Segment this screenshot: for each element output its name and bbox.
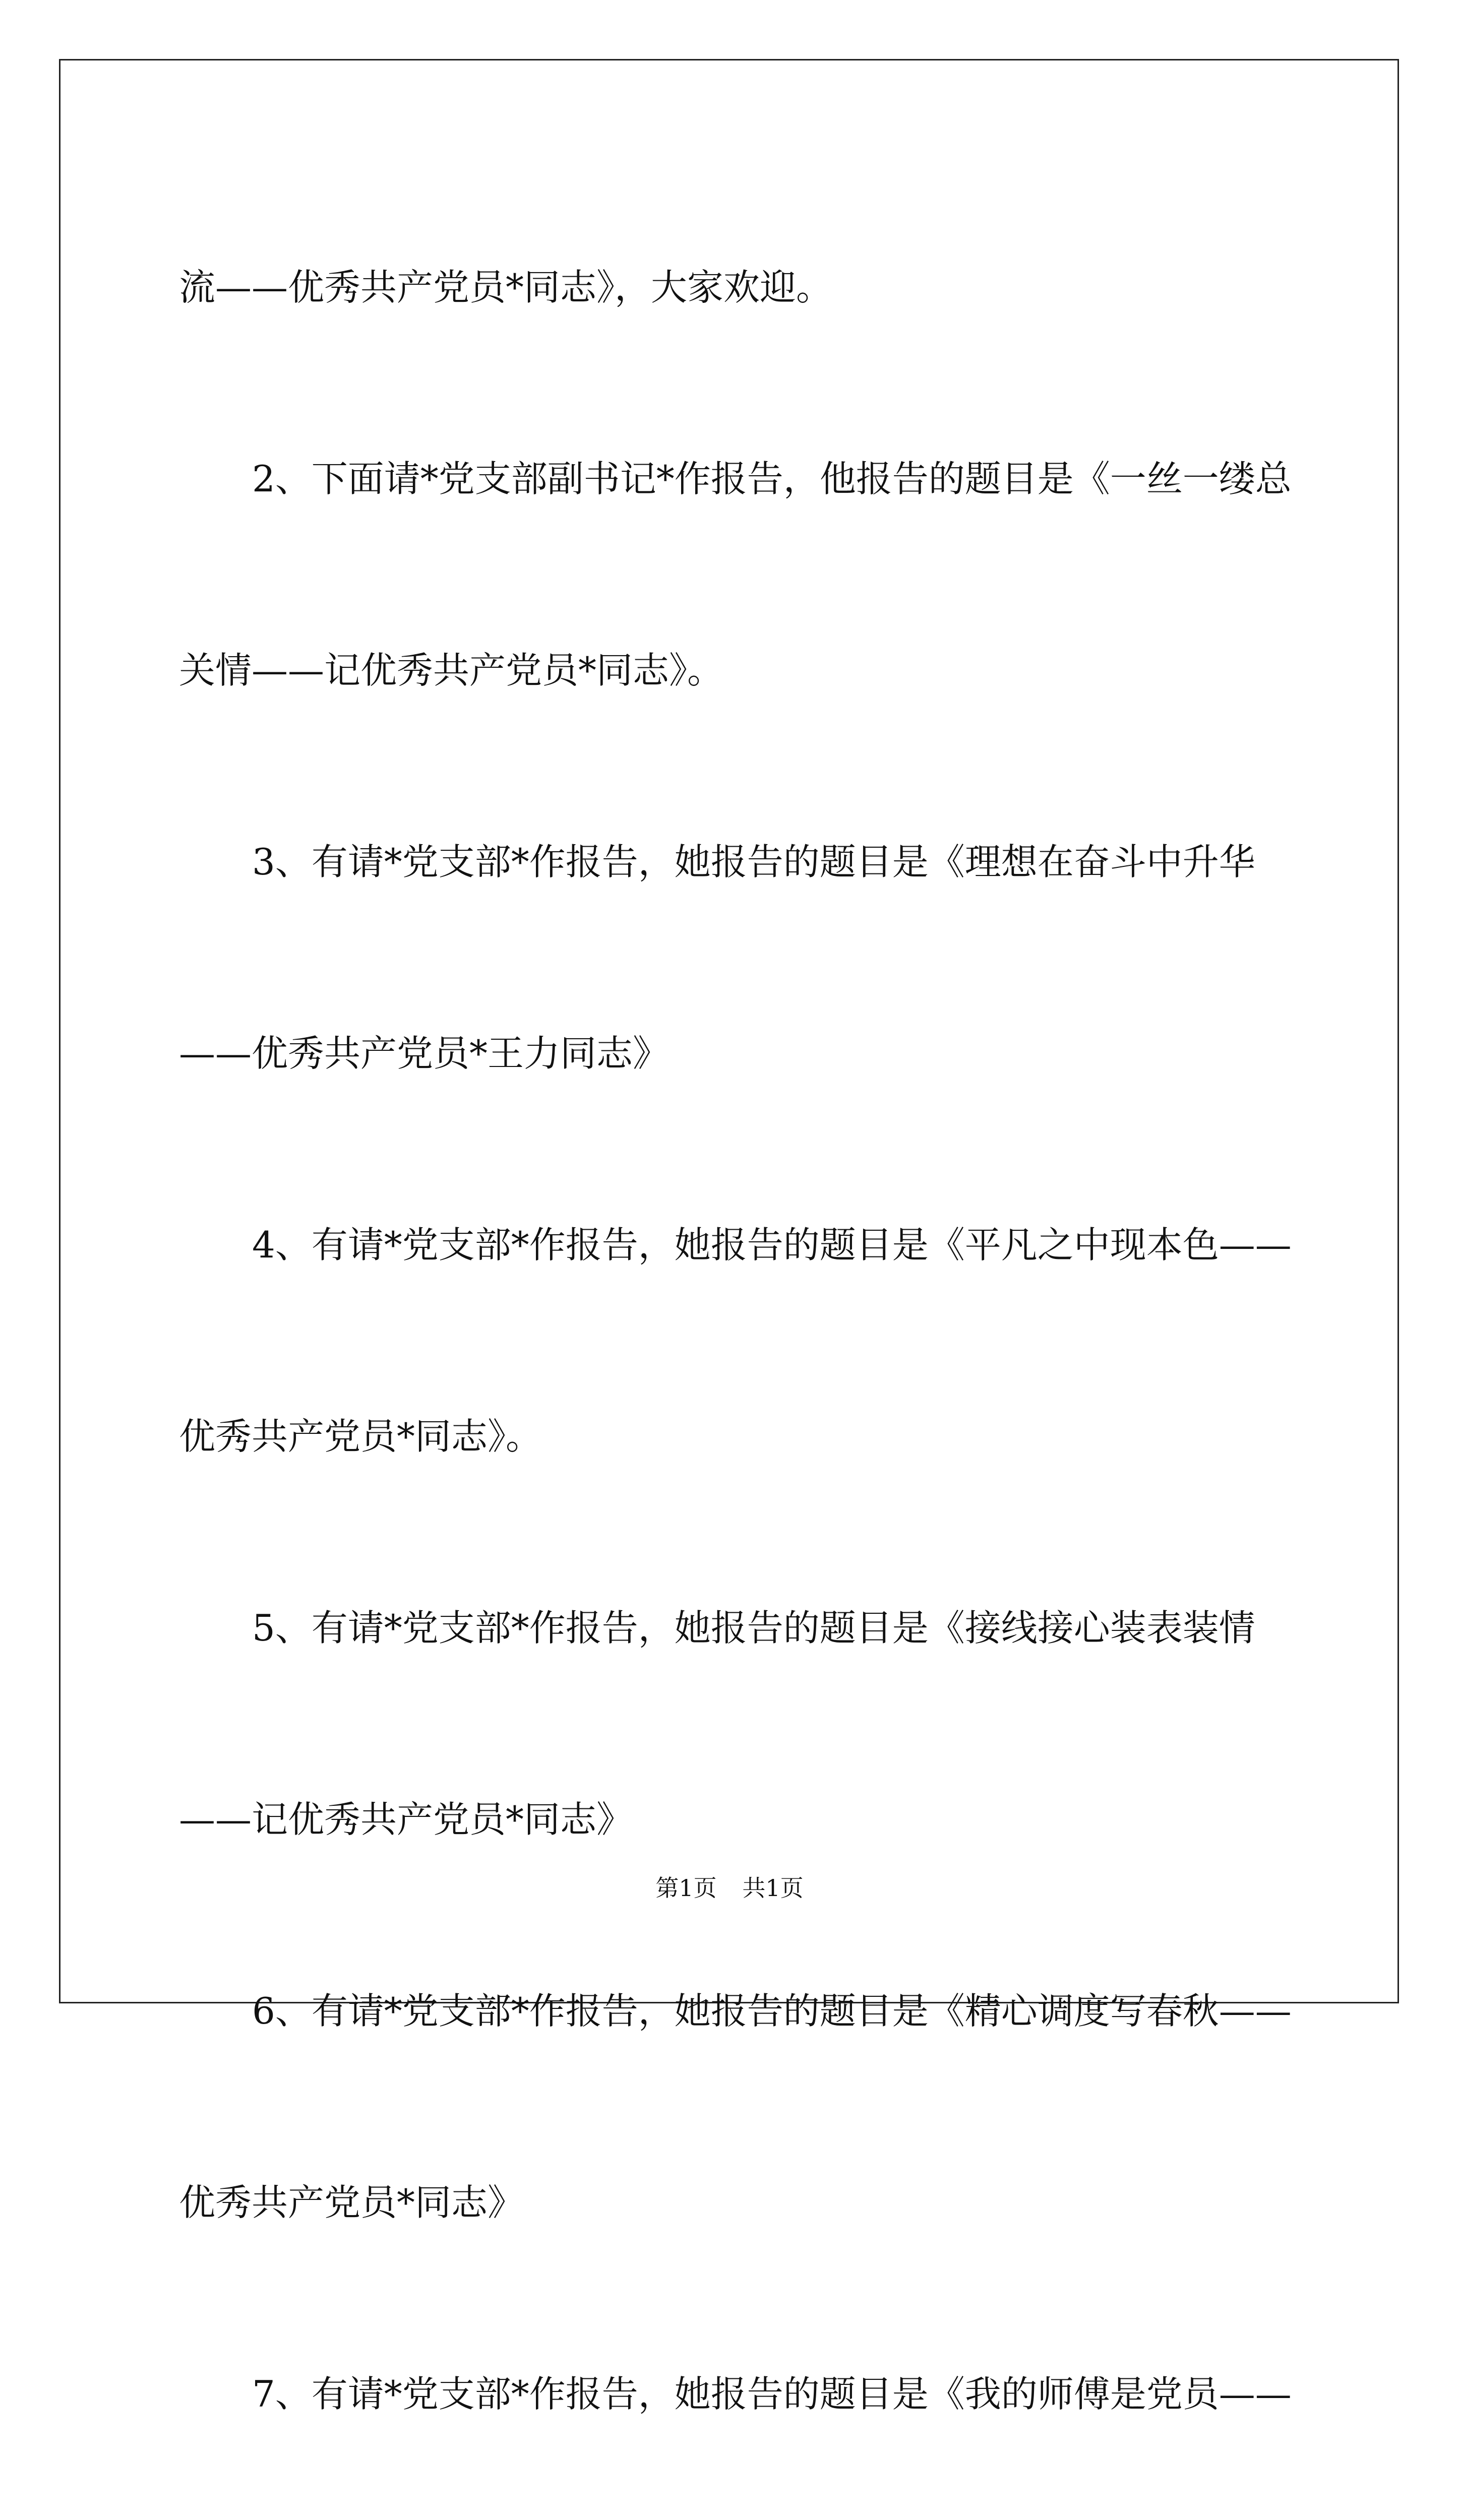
- page-footer: [0, 1870, 1459, 1903]
- paragraph-line: 优秀共产党员*同志》。: [179, 1415, 542, 1458]
- paragraph-line: 3、有请*党支部*作报告，她报告的题目是《理想在奋斗中升华: [252, 841, 1255, 883]
- paragraph-6: [179, 2298, 1292, 2520]
- paragraph-0: [179, 192, 1288, 383]
- paragraph-5: [179, 1915, 1292, 2298]
- paragraph-line: [179, 2490, 1288, 2520]
- paragraph-line: 6、有请*党支部*作报告，她报告的题目是《精心调度写春秋——: [252, 1990, 1292, 2032]
- paragraph-line: 优秀共产党员*同志》: [179, 2181, 524, 2224]
- document-body: [179, 192, 1292, 2520]
- paragraph-line: 流——优秀共产党员*同志》，大家欢迎。: [179, 266, 833, 308]
- paragraph-line: 4、有请*党支部*作报告，她报告的题目是《平凡之中现本色——: [252, 1224, 1292, 1266]
- paragraph-4: [179, 1532, 1288, 1915]
- paragraph-line: ——记优秀共产党员*同志》: [179, 1798, 633, 1841]
- paragraph-1: [179, 383, 1292, 766]
- paragraph-3: [179, 1149, 1292, 1532]
- paragraph-line: 7、有请*党支部*作报告，她报告的题目是《我的师傅是党员——: [252, 2373, 1292, 2415]
- page-total: 共1页: [742, 1874, 804, 1902]
- paragraph-line: 关情——记优秀共产党员*同志》。: [179, 649, 724, 691]
- page-number: 第1页: [655, 1874, 717, 1902]
- paragraph-line: 5、有请*党支部*作报告，她报告的题目是《接线接心装表装情: [252, 1607, 1255, 1649]
- paragraph-line: 2、下面请*党支部副书记*作报告，他报告的题目是《一丝一缕总: [252, 458, 1292, 500]
- paragraph-line: ——优秀共产党员*王力同志》: [179, 1032, 670, 1075]
- paragraph-2: [179, 766, 1288, 1149]
